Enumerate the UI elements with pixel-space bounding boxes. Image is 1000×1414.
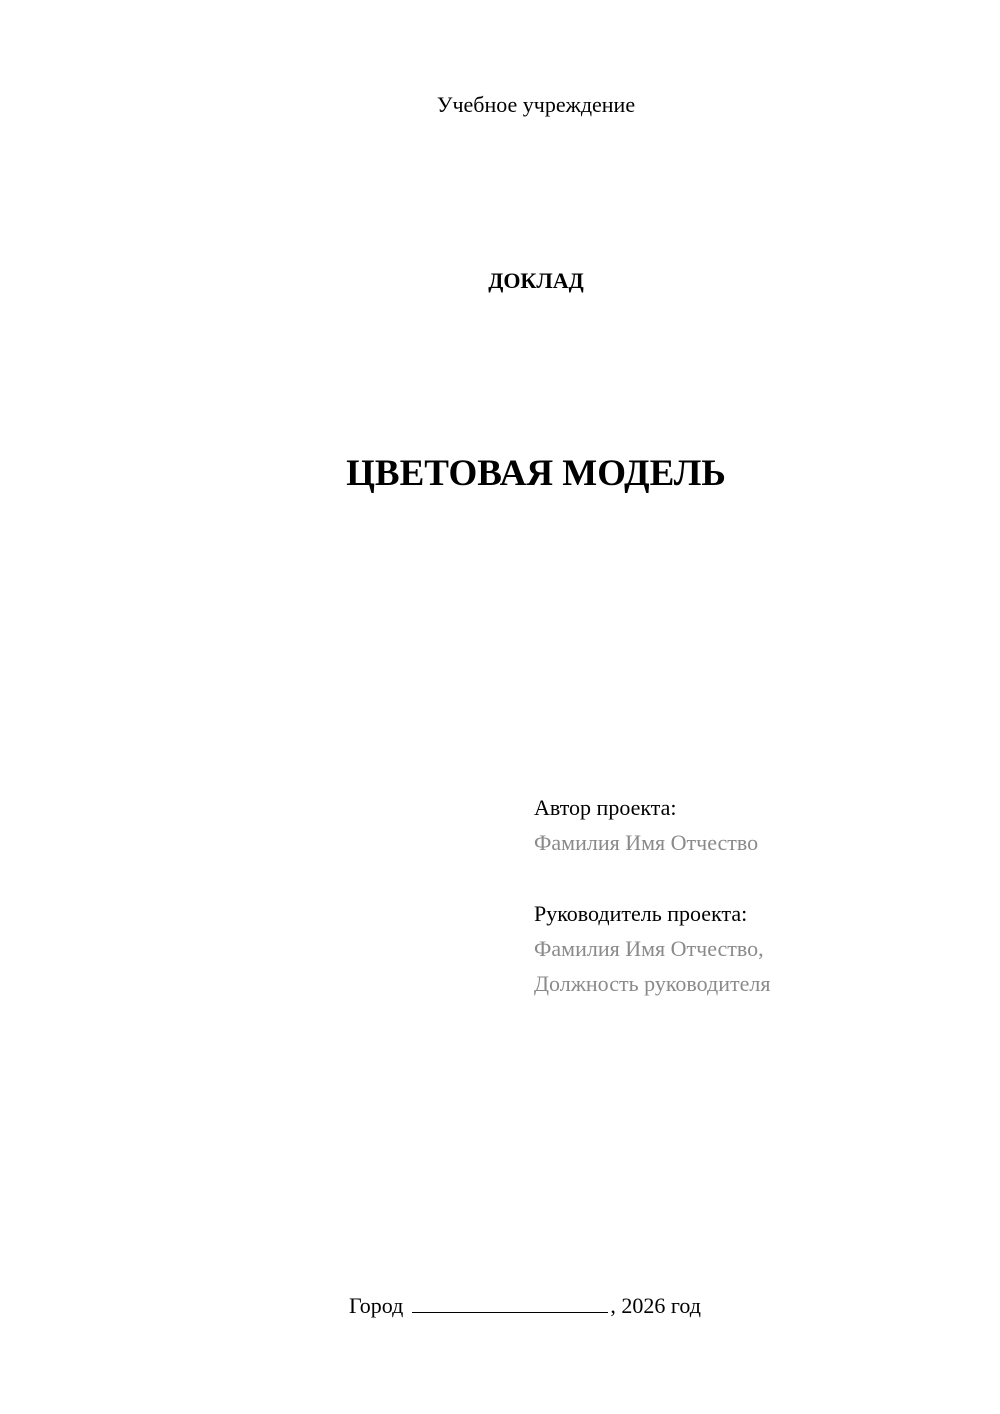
- document-type: ДОКЛАД: [488, 268, 584, 293]
- city-year-line: [349, 1293, 701, 1319]
- author-name: Фамилия Имя Отчество: [534, 830, 759, 855]
- city-label: Город: [349, 1293, 404, 1318]
- signature-spacer: [534, 860, 770, 896]
- document-title: ЦВЕТОВАЯ МОДЕЛЬ: [346, 453, 726, 494]
- signature-block: [534, 790, 770, 1001]
- author-label: Автор проекта:: [534, 795, 677, 820]
- supervisor-position: Должность руководителя: [534, 971, 771, 996]
- year-text: , 2026 год: [610, 1293, 701, 1318]
- supervisor-name: Фамилия Имя Отчество,: [534, 936, 764, 961]
- institution-name: Учебное учреждение: [436, 92, 636, 117]
- supervisor-label: Руководитель проекта:: [534, 901, 748, 926]
- city-blank-line: [412, 1293, 608, 1313]
